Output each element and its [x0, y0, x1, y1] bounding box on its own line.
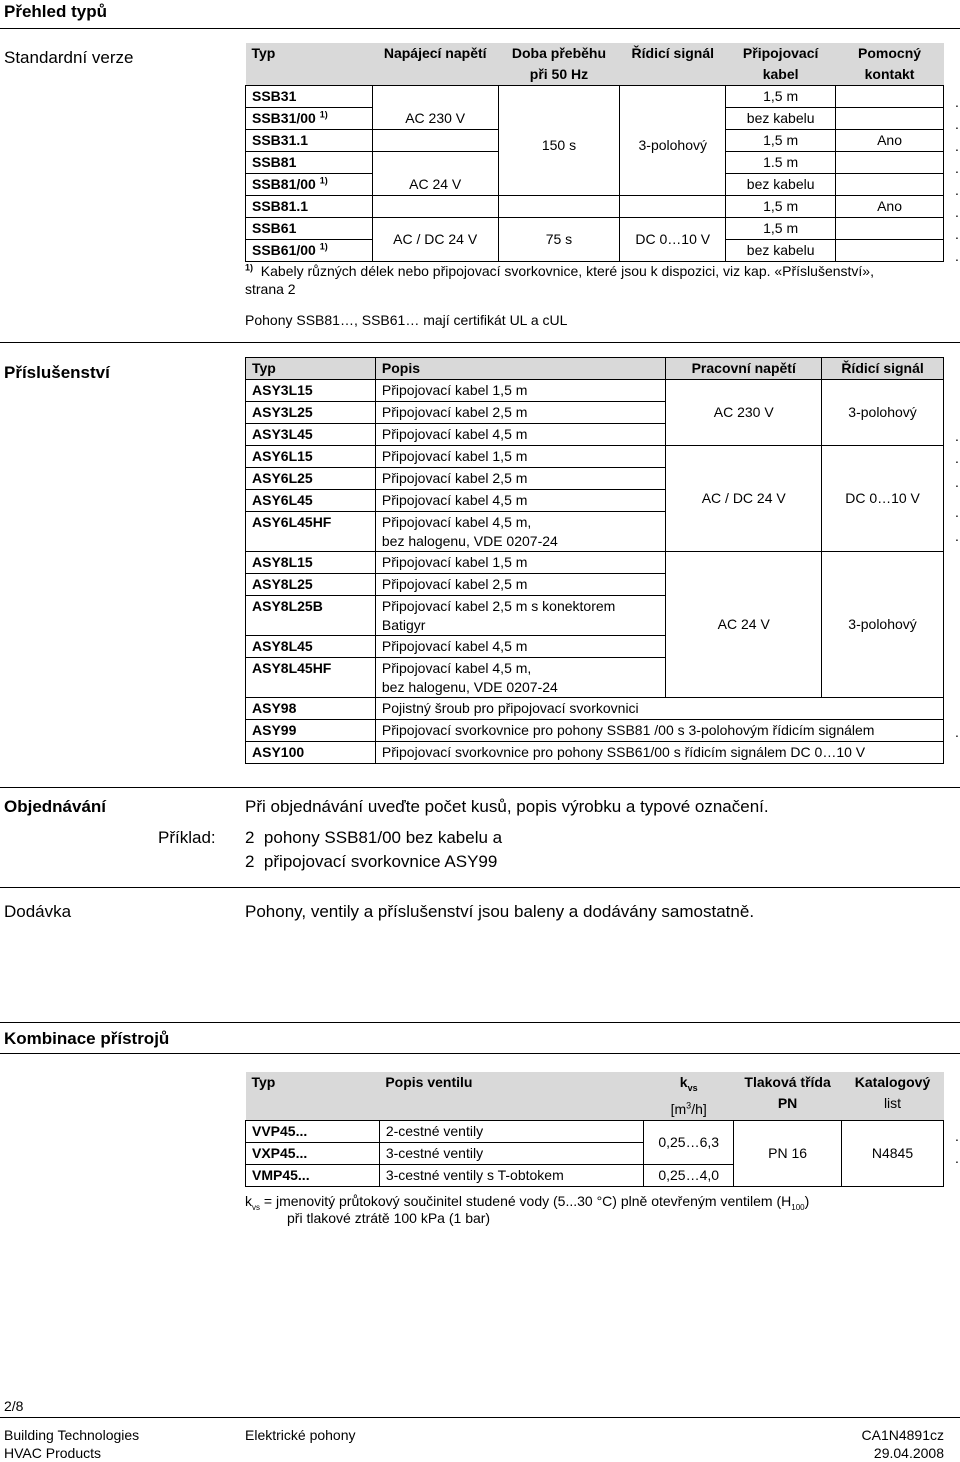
footer-rule	[0, 1417, 960, 1418]
acc-row-desc: Připojovací kabel 2,5 m	[375, 468, 665, 490]
std-footnote: $^{1)}$ Kabely různých délek nebo připojovací svorkovnice, které jsou k dispozici, viz kap. «Příslušenství», strana 2	[245, 262, 874, 297]
std-header-time: Doba přeběhu při 50 Hz	[498, 43, 620, 86]
acc-row-type: ASY6L45	[246, 490, 376, 512]
acc-row-type: ASY6L45HF	[246, 512, 376, 552]
margin-dot: .	[955, 226, 959, 242]
section-ordering: Objednávání	[4, 797, 107, 816]
acc-row-desc: Připojovací svorkovnice pro pohony SSB61/00 s řídicím signálem DC 0…10 V	[375, 742, 943, 764]
footer-date: 29.04.2008	[873, 1445, 944, 1461]
section-rule	[0, 1053, 960, 1054]
acc-row-type: ASY8L45HF	[246, 658, 376, 698]
acc-header-desc: Popis	[375, 358, 665, 380]
acc-row-type: ASY8L25	[246, 574, 376, 596]
acc-g2-voltage: AC / DC 24 V	[666, 446, 822, 552]
section-combination: Kombinace přístrojů	[4, 1029, 170, 1048]
std-header-signal: Řídicí signál	[620, 43, 726, 86]
ordering-text: Při objednávání uveďte počet kusů, popis výrobku a typové označení.	[245, 797, 769, 816]
acc-g1-voltage: AC 230 V	[666, 380, 822, 446]
comb-row-desc: 3-cestné ventily	[379, 1142, 643, 1164]
comb-row-type: VXP45...	[246, 1142, 380, 1164]
comb-row-desc: 3-cestné ventily s T-obtokem	[379, 1164, 643, 1186]
acc-row-type: ASY3L15	[246, 380, 376, 402]
std-row-cable: bez kabelu	[726, 240, 836, 262]
comb-row-type: VVP45...	[246, 1120, 380, 1142]
kvs-note: $k_{vs}$ = jmenovitý průtokový součinitel studené vody (5...30 °C) plně otevřeným ventilem $(H_{100})$	[245, 1193, 810, 1212]
std-certification: Pohony SSB81…, SSB61… mají certifikát UL a cUL	[245, 312, 568, 328]
acc-header-signal: Řídicí signál	[822, 358, 944, 380]
std-row-type: SSB31/00 $^{1)}$	[246, 108, 373, 130]
margin-dot: .	[955, 450, 959, 466]
acc-row-desc: Připojovací svorkovnice pro pohony SSB81 /00 s 3-polohovým řídicím signálem	[375, 720, 943, 742]
comb-header-pn: Tlaková třída PN	[734, 1072, 842, 1120]
acc-row-desc: Připojovací kabel 2,5 m	[375, 574, 665, 596]
std-time-150: 150 s	[498, 86, 620, 196]
std-signal-3: 3-polohový	[620, 86, 726, 196]
std-row-type: SSB61	[246, 218, 373, 240]
std-row-cable: 1,5 m	[726, 130, 836, 152]
comb-header-catalog: Katalogový list	[842, 1072, 944, 1120]
accessories-table	[245, 357, 944, 764]
acc-row-desc: Připojovací kabel 4,5 m, bez halogenu, VDE 0207-24	[375, 512, 665, 552]
margin-dot: .	[955, 116, 959, 132]
footer-company-1: Building Technologies	[4, 1427, 140, 1443]
comb-kvs-merged: 0,25…6,3	[644, 1120, 734, 1164]
std-row-type: SSB81.1	[246, 196, 373, 218]
margin-dot: .	[955, 428, 959, 444]
std-row-cable: 1,5 m	[726, 196, 836, 218]
std-header-type: Typ	[246, 43, 373, 86]
margin-dot: .	[955, 182, 959, 198]
margin-dot: .	[955, 528, 959, 544]
comb-pn: PN 16	[734, 1120, 842, 1186]
acc-row-type: ASY3L25	[246, 402, 376, 424]
section-rule	[0, 342, 960, 343]
acc-row-desc: Připojovací kabel 4,5 m	[375, 424, 665, 446]
std-header-cable: Připojovací kabel	[726, 43, 836, 86]
acc-g3-signal: 3-polohový	[822, 552, 944, 698]
std-row-aux: Ano	[836, 196, 944, 218]
comb-catalog: N4845	[842, 1120, 944, 1186]
comb-header-desc: Popis ventilu	[379, 1072, 643, 1120]
acc-row-type: ASY98	[246, 698, 376, 720]
std-time-empty	[498, 196, 620, 218]
combination-table	[245, 1072, 944, 1187]
std-header-voltage: Napájecí napětí	[372, 43, 498, 86]
acc-header-voltage: Pracovní napětí	[666, 358, 822, 380]
section-rule	[0, 887, 960, 888]
std-row-type: SSB31	[246, 86, 373, 108]
std-voltage-24: AC 24 V	[372, 152, 498, 196]
footer-company-2: HVAC Products	[4, 1445, 101, 1461]
ordering-line-1: 2 pohony SSB81/00 bez kabelu a	[245, 828, 503, 847]
acc-row-desc: Připojovací kabel 2,5 m	[375, 402, 665, 424]
acc-row-type: ASY8L15	[246, 552, 376, 574]
acc-row-type: ASY6L15	[246, 446, 376, 468]
ordering-line-2: 2 připojovací svorkovnice ASY99	[245, 852, 498, 871]
std-voltage-230: AC 230 V	[372, 86, 498, 130]
std-row-cable: 1.5 m	[726, 152, 836, 174]
std-voltage-acdc: AC / DC 24 V	[372, 218, 498, 262]
std-row-aux	[836, 152, 944, 174]
acc-g1-signal: 3-polohový	[822, 380, 944, 446]
std-row-aux	[836, 108, 944, 130]
acc-row-type: ASY99	[246, 720, 376, 742]
std-signal-dc: DC 0…10 V	[620, 218, 726, 262]
acc-header-type: Typ	[246, 358, 376, 380]
page-title: Přehled typů	[4, 2, 107, 21]
delivery-text: Pohony, ventily a příslušenství jsou baleny a dodávány samostatně.	[245, 902, 755, 921]
std-row-aux	[836, 86, 944, 108]
acc-row-type: ASY8L25B	[246, 596, 376, 636]
page-number: 2/8	[4, 1398, 24, 1414]
ordering-example-label: Příklad:	[158, 828, 216, 847]
std-row-aux	[836, 174, 944, 196]
std-row-aux: Ano	[836, 130, 944, 152]
std-voltage-empty	[372, 196, 498, 218]
std-signal-empty	[620, 196, 726, 218]
margin-dot: .	[955, 724, 959, 740]
section-accessories: Příslušenství	[4, 363, 110, 382]
margin-dot: .	[955, 474, 959, 490]
acc-row-type: ASY6L25	[246, 468, 376, 490]
std-row-cable: 1,5 m	[726, 218, 836, 240]
margin-dot: .	[955, 1128, 959, 1144]
comb-row-type: VMP45...	[246, 1164, 380, 1186]
acc-row-desc: Připojovací kabel 1,5 m	[375, 552, 665, 574]
acc-row-desc: Připojovací kabel 4,5 m, bez halogenu, VDE 0207-24	[375, 658, 665, 698]
margin-dot: .	[955, 504, 959, 520]
acc-g3-voltage: AC 24 V	[666, 552, 822, 698]
std-row-cable: bez kabelu	[726, 108, 836, 130]
footer-title: Elektrické pohony	[245, 1427, 356, 1443]
margin-dot: .	[955, 160, 959, 176]
std-voltage-empty	[372, 130, 498, 152]
margin-dot: .	[955, 204, 959, 220]
std-row-type: SSB61/00 $^{1)}$	[246, 240, 373, 262]
comb-header-type: Typ	[246, 1072, 380, 1120]
kvs-note-line2: při tlakové ztrátě 100 kPa (1 bar)	[287, 1210, 491, 1226]
acc-row-type: ASY3L45	[246, 424, 376, 446]
std-row-aux	[836, 218, 944, 240]
std-row-type: SSB31.1	[246, 130, 373, 152]
acc-row-desc: Připojovací kabel 1,5 m	[375, 446, 665, 468]
acc-row-type: ASY8L45	[246, 636, 376, 658]
comb-row-kvs: 0,25…4,0	[644, 1164, 734, 1186]
section-standard: Standardní verze	[4, 48, 134, 67]
std-row-cable: bez kabelu	[726, 174, 836, 196]
title-rule	[0, 28, 960, 29]
section-rule	[0, 787, 960, 788]
std-row-type: SSB81/00 $^{1)}$	[246, 174, 373, 196]
margin-dot: .	[955, 1150, 959, 1166]
margin-dot: .	[955, 138, 959, 154]
margin-dot: .	[955, 248, 959, 264]
section-delivery: Dodávka	[4, 902, 72, 921]
std-row-aux	[836, 240, 944, 262]
acc-row-desc: Připojovací kabel 1,5 m	[375, 380, 665, 402]
standard-table	[245, 43, 944, 262]
acc-row-desc: Pojistný šroub pro připojovací svorkovnici	[375, 698, 943, 720]
std-row-cable: 1,5 m	[726, 86, 836, 108]
acc-row-desc: Připojovací kabel 4,5 m	[375, 490, 665, 512]
std-header-aux: Pomocný kontakt	[836, 43, 944, 86]
acc-row-type: ASY100	[246, 742, 376, 764]
comb-row-desc: 2-cestné ventily	[379, 1120, 643, 1142]
acc-row-desc: Připojovací kabel 2,5 m s konektorem Batigyr	[375, 596, 665, 636]
acc-row-desc: Připojovací kabel 4,5 m	[375, 636, 665, 658]
comb-header-kvs: $k_{vs}$ $[m^3/h]$	[644, 1072, 734, 1120]
margin-dot: .	[955, 94, 959, 110]
footer-doc: CA1N4891cz	[861, 1427, 944, 1443]
std-time-75: 75 s	[498, 218, 620, 262]
section-rule	[0, 1022, 960, 1023]
std-row-type: SSB81	[246, 152, 373, 174]
acc-g2-signal: DC 0…10 V	[822, 446, 944, 552]
